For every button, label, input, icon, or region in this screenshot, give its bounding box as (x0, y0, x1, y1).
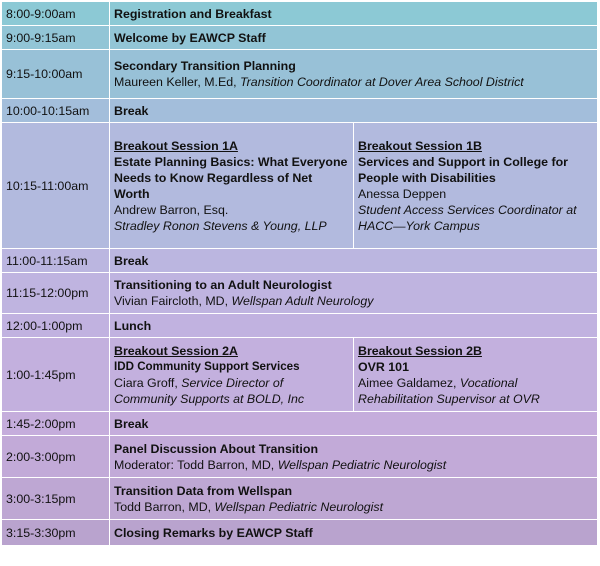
agenda-row (2, 436, 598, 478)
speaker-name: Ciara Groff, (114, 375, 182, 390)
session-title: Estate Planning Basics: What Everyone Needs to Know Regardless of Net Worth (114, 154, 348, 201)
session-label: Breakout Session 2A (114, 343, 238, 358)
speaker-name: Anessa Deppen (358, 186, 447, 201)
event-title: Welcome by EAWCP Staff (110, 26, 598, 50)
agenda-row (2, 123, 598, 249)
session-label: Breakout Session 1B (358, 138, 482, 153)
time-cell: 1:00-1:45pm (2, 338, 110, 412)
agenda-table (1, 1, 598, 546)
speaker-role: Transition Coordinator at Dover Area School District (240, 75, 524, 89)
time-cell: 10:00-10:15am (2, 99, 110, 123)
agenda-row (2, 478, 598, 520)
agenda-row (2, 2, 598, 26)
agenda-row (2, 26, 598, 50)
time-cell: 9:15-10:00am (2, 50, 110, 99)
event-title: Break (110, 412, 598, 436)
agenda-row (2, 314, 598, 338)
event-title: Break (110, 249, 598, 273)
time-cell: 3:00-3:15pm (2, 478, 110, 520)
event-title: Panel Discussion About Transition (114, 441, 319, 456)
speaker-name: Maureen Keller, M.Ed, (114, 75, 241, 89)
speaker-role: Wellspan Adult Neurology (231, 294, 374, 308)
session-title: Services and Support in College for People with Disabilities (358, 154, 568, 185)
event-cell (110, 50, 598, 99)
event-title: Secondary Transition Planning (114, 59, 296, 73)
breakout-session-1a (110, 123, 354, 249)
speaker-role: Student Access Services Coordinator at HACC—York Campus (358, 202, 577, 233)
agenda-row (2, 338, 598, 412)
agenda-row (2, 99, 598, 123)
agenda-row (2, 520, 598, 546)
session-title: OVR 101 (358, 359, 409, 374)
event-title: Lunch (110, 314, 598, 338)
event-title: Break (110, 99, 598, 123)
agenda-row (2, 273, 598, 314)
agenda-row (2, 249, 598, 273)
time-cell: 11:15-12:00pm (2, 273, 110, 314)
event-cell (110, 478, 598, 520)
speaker-name: Andrew Barron, Esq. (114, 202, 229, 217)
speaker-name: Moderator: Todd Barron, MD, (114, 457, 278, 472)
time-cell: 9:00-9:15am (2, 26, 110, 50)
speaker-role: Vocational Rehabilitation Supervisor at OVR (358, 375, 540, 406)
speaker-role: Service Director of Community Supports at BOLD, Inc (114, 375, 305, 406)
speaker-role: Wellspan Pediatric Neurologist (277, 457, 447, 472)
time-cell: 3:15-3:30pm (2, 520, 110, 546)
speaker-name: Todd Barron, MD, (114, 499, 215, 514)
session-label: Breakout Session 1A (114, 138, 238, 153)
time-cell: 1:45-2:00pm (2, 412, 110, 436)
event-title: Transition Data from Wellspan (114, 483, 293, 498)
time-cell: 11:00-11:15am (2, 249, 110, 273)
breakout-session-2b (354, 338, 598, 412)
session-label: Breakout Session 2B (358, 343, 482, 358)
event-cell (110, 273, 598, 314)
session-title: IDD Community Support Services (114, 359, 300, 373)
event-title: Registration and Breakfast (110, 2, 598, 26)
speaker-role: Wellspan Pediatric Neurologist (214, 499, 384, 514)
breakout-session-2a (110, 338, 354, 412)
event-cell (110, 436, 598, 478)
agenda-row (2, 50, 598, 99)
speaker-name: Vivian Faircloth, MD, (114, 294, 232, 308)
time-cell: 2:00-3:00pm (2, 436, 110, 478)
speaker-name: Aimee Galdamez, (358, 375, 460, 390)
event-title: Closing Remarks by EAWCP Staff (110, 520, 598, 546)
time-cell: 10:15-11:00am (2, 123, 110, 249)
breakout-session-1b (354, 123, 598, 249)
speaker-role: Stradley Ronon Stevens & Young, LLP (114, 218, 327, 233)
agenda-row (2, 412, 598, 436)
event-title: Transitioning to an Adult Neurologist (114, 278, 332, 292)
time-cell: 12:00-1:00pm (2, 314, 110, 338)
time-cell: 8:00-9:00am (2, 2, 110, 26)
